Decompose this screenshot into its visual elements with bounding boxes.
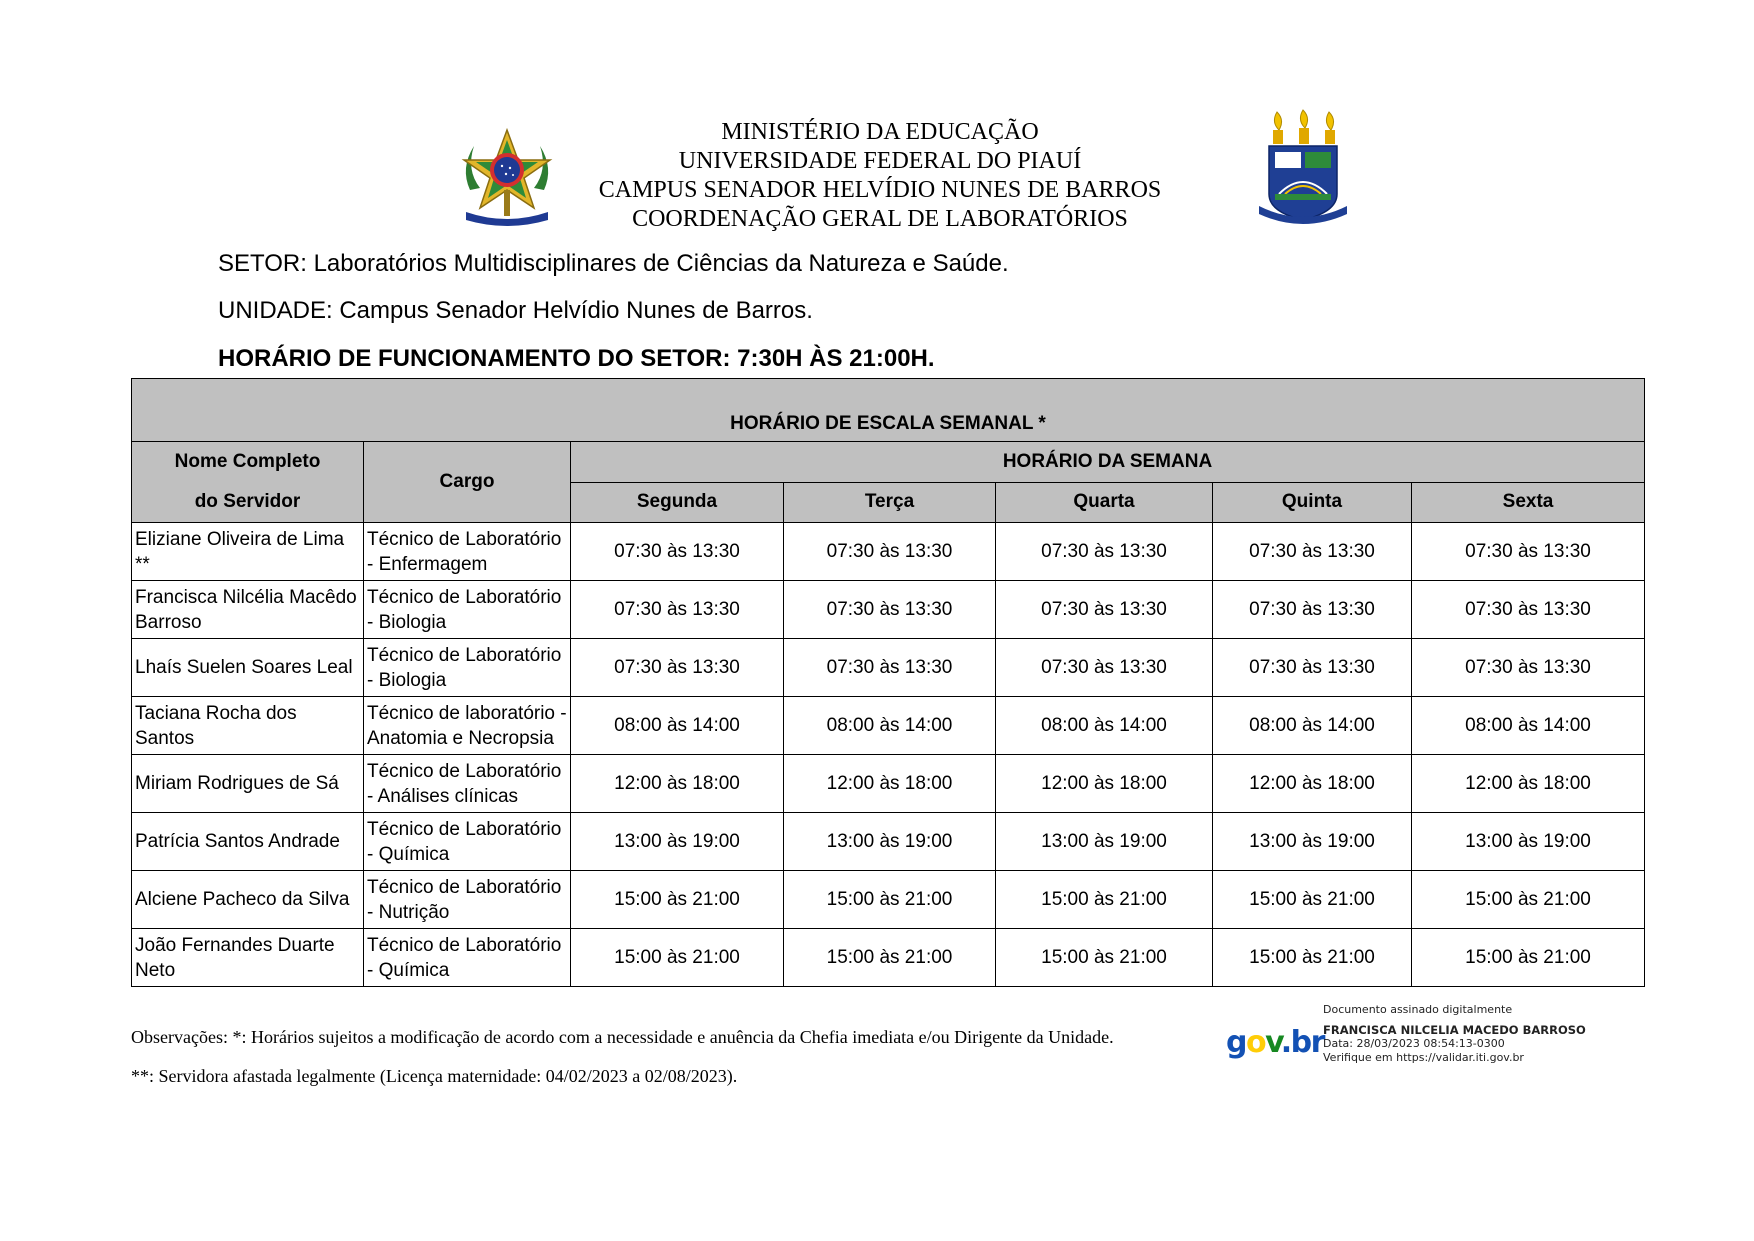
signer-name: FRANCISCA NILCELIA MACEDO BARROSO <box>1323 1023 1586 1037</box>
schedule-cell: 07:30 às 13:30 <box>1213 581 1412 639</box>
employee-name: Lhaís Suelen Soares Leal <box>132 639 364 697</box>
schedule-cell: 12:00 às 18:00 <box>996 755 1213 813</box>
schedule-cell: 08:00 às 14:00 <box>571 697 784 755</box>
schedule-cell: 13:00 às 19:00 <box>996 813 1213 871</box>
employee-role: Técnico de Laboratório - Biologia <box>364 581 571 639</box>
schedule-cell: 07:30 às 13:30 <box>1213 523 1412 581</box>
schedule-cell: 15:00 às 21:00 <box>571 871 784 929</box>
column-header-name <box>132 442 364 523</box>
schedule-cell: 15:00 às 21:00 <box>571 929 784 987</box>
schedule-cell: 08:00 às 14:00 <box>784 697 996 755</box>
signature-date: Data: 28/03/2023 08:54:13-0300 <box>1323 1037 1505 1050</box>
header-line-coordination: COORDENAÇÃO GERAL DE LABORATÓRIOS <box>632 206 1128 232</box>
schedule-cell: 07:30 às 13:30 <box>996 639 1213 697</box>
leave-note: **: Servidora afastada legalmente (Licença maternidade: 04/02/2023 a 02/08/2023). <box>131 1066 738 1086</box>
table-row <box>132 755 1645 813</box>
schedule-cell: 07:30 às 13:30 <box>1412 523 1645 581</box>
brazil-coat-of-arms-icon <box>452 128 562 228</box>
schedule-cell: 08:00 às 14:00 <box>1213 697 1412 755</box>
table-row <box>132 639 1645 697</box>
column-header-name-line2: do Servidor <box>194 491 301 512</box>
ufpi-emblem-icon <box>1255 108 1351 232</box>
schedule-cell: 07:30 às 13:30 <box>1412 639 1645 697</box>
header-line-campus: CAMPUS SENADOR HELVÍDIO NUNES DE BARROS <box>598 177 1162 203</box>
schedule-cell: 15:00 às 21:00 <box>996 871 1213 929</box>
schedule-cell: 07:30 às 13:30 <box>571 639 784 697</box>
schedule-cell: 15:00 às 21:00 <box>1412 871 1645 929</box>
employee-role: Técnico de Laboratório - Nutrição <box>364 871 571 929</box>
schedule-cell: 07:30 às 13:30 <box>571 581 784 639</box>
table-row <box>132 929 1645 987</box>
column-header-day: Segunda <box>571 482 784 523</box>
employee-name: Patrícia Santos Andrade <box>132 813 364 871</box>
schedule-cell: 07:30 às 13:30 <box>996 581 1213 639</box>
table-row <box>132 581 1645 639</box>
schedule-title: HORÁRIO DE ESCALA SEMANAL * <box>132 379 1645 442</box>
operating-hours-line: HORÁRIO DE FUNCIONAMENTO DO SETOR: 7:30H ÀS 21:00H. <box>218 345 935 372</box>
schedule-cell: 12:00 às 18:00 <box>1213 755 1412 813</box>
table-row <box>132 871 1645 929</box>
schedule-cell: 07:30 às 13:30 <box>571 523 784 581</box>
table-row <box>132 697 1645 755</box>
header-line-university: UNIVERSIDADE FEDERAL DO PIAUÍ <box>678 148 1082 174</box>
schedule-cell: 15:00 às 21:00 <box>1213 871 1412 929</box>
schedule-cell: 08:00 às 14:00 <box>1412 697 1645 755</box>
signature-title: Documento assinado digitalmente <box>1323 1003 1513 1016</box>
schedule-cell: 07:30 às 13:30 <box>784 581 996 639</box>
schedule-cell: 08:00 às 14:00 <box>996 697 1213 755</box>
observation-note: Observações: *: Horários sujeitos a modificação de acordo com a necessidade e anuência da Chefia imediata e/ou Dirigente da Unidade. <box>131 1027 1114 1047</box>
svg-text:gov.br: gov.br <box>1226 1025 1324 1060</box>
schedule-cell: 15:00 às 21:00 <box>784 929 996 987</box>
employee-name: Eliziane Oliveira de Lima ** <box>132 523 364 581</box>
schedule-cell: 13:00 às 19:00 <box>1412 813 1645 871</box>
schedule-cell: 12:00 às 18:00 <box>784 755 996 813</box>
column-header-day: Quarta <box>996 482 1213 523</box>
employee-name: Miriam Rodrigues de Sá <box>132 755 364 813</box>
employee-role: Técnico de Laboratório - Análises clínicas <box>364 755 571 813</box>
schedule-cell: 15:00 às 21:00 <box>1213 929 1412 987</box>
employee-name: João Fernandes Duarte Neto <box>132 929 364 987</box>
institution-header <box>560 118 1200 234</box>
column-header-week: HORÁRIO DA SEMANA <box>571 442 1645 483</box>
employee-role: Técnico de laboratório - Anatomia e Necropsia <box>364 697 571 755</box>
table-row <box>132 523 1645 581</box>
column-header-day: Sexta <box>1412 482 1645 523</box>
schedule-cell: 15:00 às 21:00 <box>1412 929 1645 987</box>
schedule-cell: 07:30 às 13:30 <box>1412 581 1645 639</box>
column-header-day: Quinta <box>1213 482 1412 523</box>
schedule-cell: 07:30 às 13:30 <box>784 523 996 581</box>
schedule-cell: 13:00 às 19:00 <box>571 813 784 871</box>
header-line-ministry: MINISTÉRIO DA EDUCAÇÃO <box>721 119 1039 145</box>
employee-name: Francisca Nilcélia Macêdo Barroso <box>132 581 364 639</box>
employee-role: Técnico de Laboratório - Química <box>364 813 571 871</box>
employee-role: Técnico de Laboratório - Química <box>364 929 571 987</box>
employee-name: Taciana Rocha dos Santos <box>132 697 364 755</box>
schedule-cell: 07:30 às 13:30 <box>996 523 1213 581</box>
column-header-day: Terça <box>784 482 996 523</box>
unit-line: UNIDADE: Campus Senador Helvídio Nunes de Barros. <box>218 297 813 324</box>
govbr-logo-icon <box>1226 1022 1324 1064</box>
employee-role: Técnico de Laboratório - Enfermagem <box>364 523 571 581</box>
schedule-cell: 07:30 às 13:30 <box>784 639 996 697</box>
schedule-cell: 15:00 às 21:00 <box>784 871 996 929</box>
column-header-name-line1: Nome Completo <box>174 451 321 472</box>
employee-name: Alciene Pacheco da Silva <box>132 871 364 929</box>
schedule-cell: 07:30 às 13:30 <box>1213 639 1412 697</box>
schedule-cell: 13:00 às 19:00 <box>1213 813 1412 871</box>
signature-verify-link[interactable]: Verifique em https://validar.iti.gov.br <box>1323 1051 1524 1064</box>
schedule-cell: 13:00 às 19:00 <box>784 813 996 871</box>
schedule-cell: 12:00 às 18:00 <box>1412 755 1645 813</box>
schedule-cell: 15:00 às 21:00 <box>996 929 1213 987</box>
schedule-cell: 12:00 às 18:00 <box>571 755 784 813</box>
sector-line: SETOR: Laboratórios Multidisciplinares de Ciências da Natureza e Saúde. <box>218 250 1009 277</box>
employee-role: Técnico de Laboratório - Biologia <box>364 639 571 697</box>
weekly-schedule-table <box>131 378 1645 987</box>
digital-signature-stamp <box>1323 1003 1586 1065</box>
column-header-cargo: Cargo <box>364 442 571 523</box>
table-row <box>132 813 1645 871</box>
